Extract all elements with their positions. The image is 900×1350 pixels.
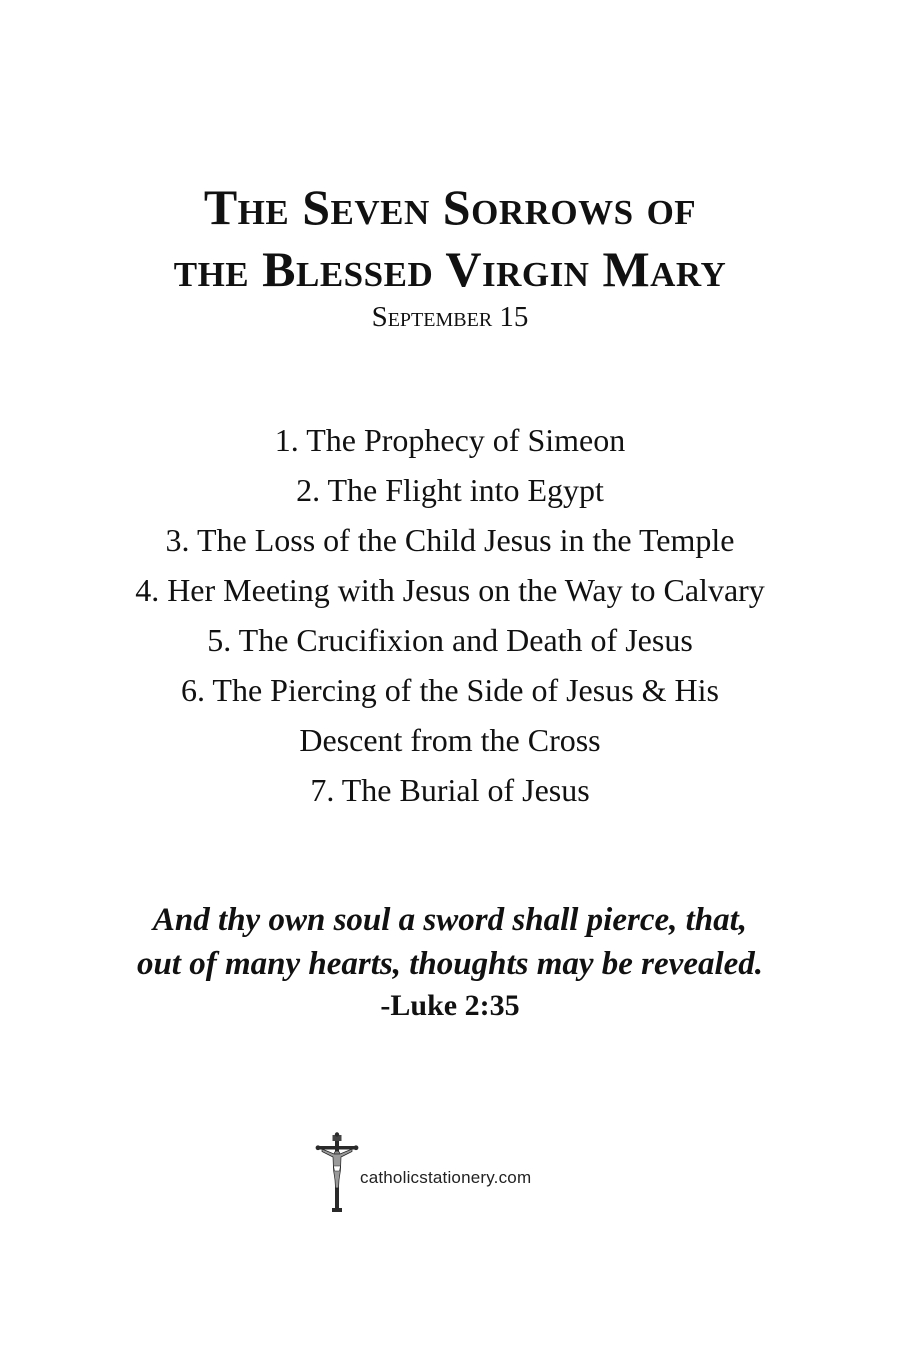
quote-line-2: out of many hearts, thoughts may be revealed. — [136, 946, 764, 982]
sorrow-item-5: 5. The Crucifixion and Death of Jesus — [207, 622, 693, 658]
sorrow-item-1: 1. The Prophecy of Simeon — [274, 422, 626, 458]
quote-line-1: And thy own soul a sword shall pierce, that, — [152, 902, 748, 938]
crucifix-icon — [314, 1132, 360, 1216]
sorrow-item-2: 2. The Flight into Egypt — [296, 472, 604, 508]
sorrow-item-7: 7. The Burial of Jesus — [310, 772, 590, 808]
quote-citation: -Luke 2:35 — [380, 989, 520, 1022]
sorrow-item-6: 6. The Piercing of the Side of Jesus & His — [180, 672, 719, 708]
feast-date: September 15 — [371, 301, 529, 333]
footer — [314, 1132, 531, 1216]
scripture-quote — [0, 898, 900, 1026]
sorrow-item-6-continued: Descent from the Cross — [299, 722, 601, 758]
title-block — [0, 176, 900, 334]
sorrow-item-3: 3. The Loss of the Child Jesus in the Temple — [165, 522, 735, 558]
page-title-line-1: The Seven Sorrows of — [203, 179, 697, 235]
website-link[interactable]: catholicstationery.com — [360, 1168, 532, 1187]
sorrows-list — [0, 415, 900, 815]
page-title-line-2: the Blessed Virgin Mary — [173, 241, 727, 297]
sorrow-item-4: 4. Her Meeting with Jesus on the Way to Calvary — [135, 572, 765, 608]
